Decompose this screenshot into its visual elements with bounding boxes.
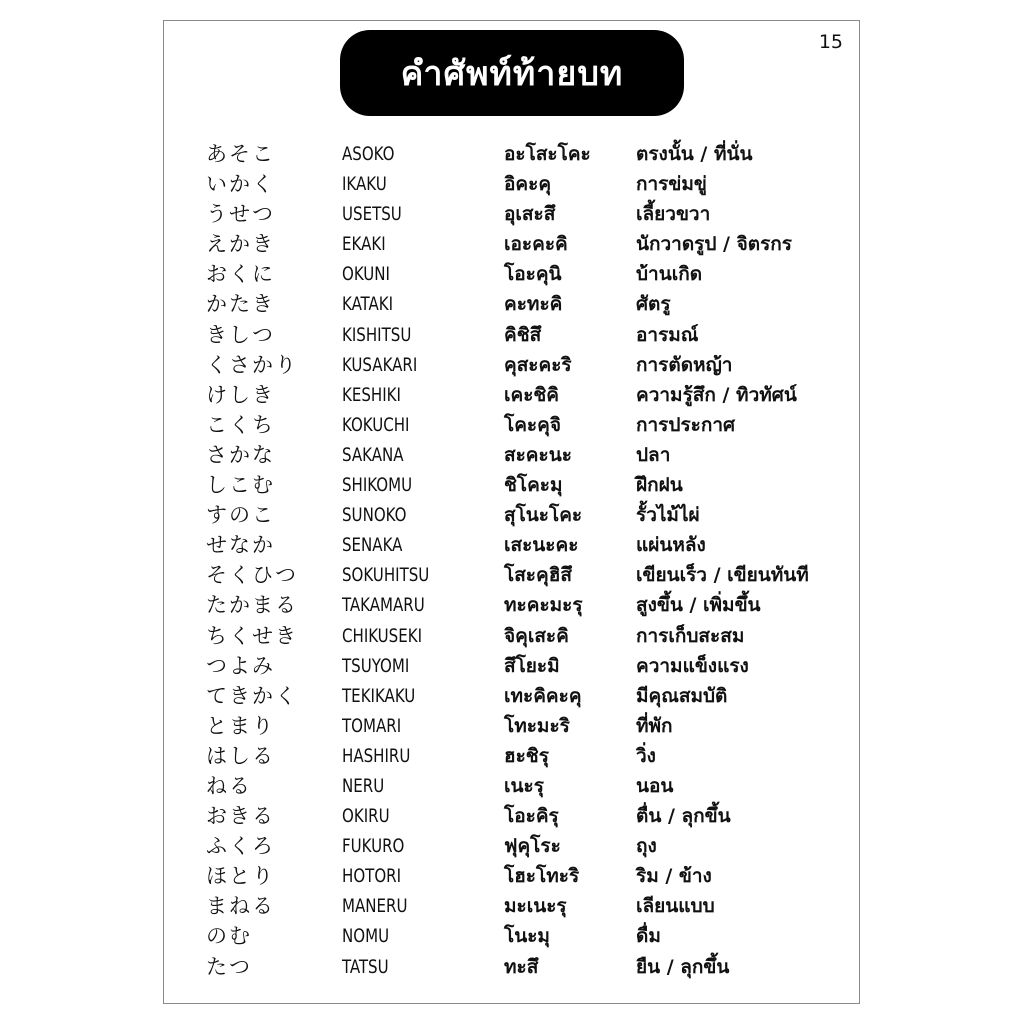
vocab-thai-reading: อิคะคุ: [504, 173, 552, 196]
vocab-row: [164, 530, 859, 560]
vocab-thai-reading: โอะคุนิ: [504, 263, 562, 286]
vocab-row: [164, 410, 859, 440]
vocab-meaning: การข่มขู่: [636, 173, 707, 196]
vocab-kana: けしき: [206, 382, 275, 407]
vocab-row: [164, 380, 859, 410]
vocab-meaning: ตื่น / ลุกขึ้น: [636, 805, 731, 828]
vocab-row: [164, 289, 859, 319]
vocab-romaji: KUSAKARI: [342, 353, 418, 376]
vocab-meaning: ปลา: [636, 443, 671, 466]
page-sheet: [163, 20, 860, 1004]
vocab-meaning: ความแข็งแรง: [636, 654, 749, 677]
vocab-row: [164, 199, 859, 229]
vocab-row: [164, 891, 859, 921]
vocab-thai-reading: สุโนะโคะ: [504, 504, 583, 527]
vocab-meaning: ริม / ข้าง: [636, 865, 712, 888]
vocab-meaning: อารมณ์: [636, 323, 699, 346]
vocab-kana: そくひつ: [206, 563, 298, 588]
vocab-romaji: KESHIKI: [342, 383, 401, 406]
vocab-row: [164, 621, 859, 651]
vocab-row: [164, 320, 859, 350]
vocab-row: [164, 470, 859, 500]
vocab-meaning: ความรู้สึก / ทิวทัศน์: [636, 383, 797, 406]
vocab-thai-reading: อะโสะโคะ: [504, 143, 591, 165]
vocab-romaji: NERU: [342, 774, 385, 797]
vocab-kana: さかな: [206, 442, 275, 467]
vocab-meaning: เขียนเร็ว / เขียนทันที: [636, 564, 809, 587]
vocab-romaji: NOMU: [342, 925, 390, 948]
vocab-thai-reading: ฮะชิรุ: [504, 744, 549, 767]
vocab-meaning: มีคุณสมบัติ: [636, 684, 728, 707]
page-title: คำศัพท์ท้ายบท: [400, 54, 624, 94]
vocab-row: [164, 500, 859, 530]
vocab-row: [164, 831, 859, 861]
vocab-romaji: IKAKU: [342, 173, 387, 196]
vocab-thai-reading: จิคุเสะคิ: [504, 624, 569, 647]
vocab-kana: かたき: [206, 292, 275, 317]
title-banner: [340, 30, 684, 116]
vocab-thai-reading: เสะนะคะ: [504, 534, 579, 557]
vocab-romaji: TSUYOMI: [342, 654, 410, 677]
vocab-row: [164, 801, 859, 831]
vocab-thai-reading: ทะคะมะรุ: [504, 594, 583, 617]
vocab-meaning: เลียนแบบ: [636, 895, 715, 918]
vocab-meaning: ยืน / ลุกขึ้น: [636, 955, 730, 978]
vocab-kana: はしる: [206, 743, 275, 768]
vocab-romaji: SAKANA: [342, 443, 404, 466]
vocab-kana: てきかく: [206, 683, 298, 708]
vocab-row: [164, 681, 859, 711]
vocab-meaning: รั้วไม้ไผ่: [636, 504, 700, 527]
vocab-thai-reading: โนะมุ: [504, 925, 550, 948]
vocab-meaning: การตัดหญ้า: [636, 353, 733, 376]
vocab-thai-reading: ฟุคุโระ: [504, 835, 561, 858]
vocab-romaji: KISHITSU: [342, 323, 412, 346]
vocab-meaning: ที่พัก: [636, 714, 673, 737]
vocab-romaji: SOKUHITSU: [342, 564, 430, 587]
vocab-romaji: HOTORI: [342, 865, 402, 888]
vocab-meaning: ถุง: [636, 835, 657, 858]
vocab-kana: しこむ: [206, 473, 275, 498]
vocab-meaning: ดื่ม: [636, 925, 661, 948]
vocab-kana: いかく: [206, 172, 275, 197]
vocab-thai-reading: เทะคิคะคุ: [504, 684, 582, 707]
vocab-romaji: HASHIRU: [342, 744, 411, 767]
page-number: 15: [818, 31, 843, 53]
vocab-row: [164, 259, 859, 289]
vocab-kana: すのこ: [206, 503, 275, 528]
vocab-meaning: นอน: [636, 774, 674, 797]
vocab-romaji: SHIKOMU: [342, 474, 413, 497]
vocab-kana: とまり: [206, 713, 275, 738]
vocab-thai-reading: ทะสึ: [504, 955, 539, 978]
vocab-romaji: TOMARI: [342, 714, 402, 737]
vocab-romaji: OKIRU: [342, 805, 390, 828]
vocab-row: [164, 651, 859, 681]
vocab-thai-reading: เนะรุ: [504, 774, 544, 797]
vocab-kana: たつ: [206, 954, 252, 979]
vocab-kana: ねる: [206, 773, 252, 798]
vocab-row: [164, 921, 859, 951]
vocab-thai-reading: อุเสะสึ: [504, 203, 556, 226]
vocab-meaning: นักวาดรูป / จิตรกร: [636, 233, 792, 256]
vocab-row: [164, 861, 859, 891]
vocab-romaji: MANERU: [342, 895, 408, 918]
vocab-kana: えかき: [206, 232, 275, 257]
vocab-row: [164, 229, 859, 259]
vocab-kana: あそこ: [206, 142, 275, 166]
vocab-kana: くさかり: [206, 352, 298, 377]
vocab-kana: おくに: [206, 262, 275, 287]
vocab-meaning: สูงขึ้น / เพิ่มขึ้น: [636, 594, 761, 617]
vocab-meaning: วิ่ง: [636, 744, 656, 767]
vocab-thai-reading: เอะคะคิ: [504, 233, 568, 256]
vocab-thai-reading: โทะมะริ: [504, 714, 570, 737]
vocab-kana: まねる: [206, 894, 275, 919]
vocab-romaji: SUNOKO: [342, 504, 407, 527]
vocab-meaning: ตรงนั้น / ที่นั่น: [636, 143, 753, 165]
vocab-romaji: KATAKI: [342, 293, 394, 316]
vocab-romaji: FUKURO: [342, 835, 405, 858]
vocab-romaji: KOKUCHI: [342, 413, 410, 436]
vocab-meaning: เลี้ยวขวา: [636, 203, 711, 226]
vocab-row: [164, 169, 859, 199]
vocabulary-list: [164, 139, 859, 982]
vocab-romaji: CHIKUSEKI: [342, 624, 423, 647]
vocab-romaji: ASOKO: [342, 143, 395, 165]
vocab-kana: うせつ: [206, 202, 275, 227]
vocab-kana: ちくせき: [206, 623, 298, 648]
vocab-kana: ふくろ: [206, 834, 275, 859]
vocab-meaning: บ้านเกิด: [636, 263, 703, 286]
vocab-romaji: TATSU: [342, 955, 389, 978]
vocab-thai-reading: โอะคิรุ: [504, 805, 559, 828]
vocab-thai-reading: โคะคุจิ: [504, 413, 561, 436]
vocab-kana: のむ: [206, 924, 252, 949]
vocab-row: [164, 440, 859, 470]
vocab-thai-reading: โฮะโทะริ: [504, 865, 580, 888]
vocab-kana: つよみ: [206, 653, 275, 678]
vocab-meaning: การประกาศ: [636, 413, 736, 436]
vocab-kana: こくち: [206, 412, 275, 437]
vocab-meaning: การเก็บสะสม: [636, 624, 745, 647]
vocab-row: [164, 952, 859, 982]
vocab-row: [164, 139, 859, 169]
vocab-romaji: EKAKI: [342, 233, 386, 256]
vocab-kana: きしつ: [206, 322, 275, 347]
vocab-meaning: ฝึกฝน: [636, 474, 683, 497]
vocab-meaning: ศัตรู: [636, 293, 671, 316]
vocab-kana: ほとり: [206, 864, 275, 889]
vocab-thai-reading: คะทะคิ: [504, 293, 563, 316]
vocab-romaji: TEKIKAKU: [342, 684, 416, 707]
vocab-row: [164, 741, 859, 771]
vocab-row: [164, 590, 859, 620]
vocab-kana: おきる: [206, 804, 275, 829]
vocab-thai-reading: ชิโคะมุ: [504, 474, 563, 497]
vocab-row: [164, 771, 859, 801]
vocab-romaji: SENAKA: [342, 534, 403, 557]
vocab-row: [164, 350, 859, 380]
vocab-thai-reading: มะเนะรุ: [504, 895, 567, 918]
vocab-romaji: OKUNI: [342, 263, 390, 286]
vocab-thai-reading: โสะคุฮิสึ: [504, 564, 572, 587]
vocab-row: [164, 711, 859, 741]
vocab-thai-reading: เคะชิคิ: [504, 383, 560, 406]
vocab-thai-reading: สะคะนะ: [504, 443, 572, 466]
vocab-kana: たかまる: [206, 593, 298, 618]
vocab-thai-reading: คุสะคะริ: [504, 353, 572, 376]
vocab-romaji: USETSU: [342, 203, 402, 226]
vocab-kana: せなか: [206, 533, 275, 558]
vocab-meaning: แผ่นหลัง: [636, 534, 706, 557]
vocab-row: [164, 560, 859, 590]
vocab-thai-reading: สึโยะมิ: [504, 654, 560, 677]
vocab-thai-reading: คิชิสึ: [504, 323, 542, 346]
vocab-romaji: TAKAMARU: [342, 594, 425, 617]
